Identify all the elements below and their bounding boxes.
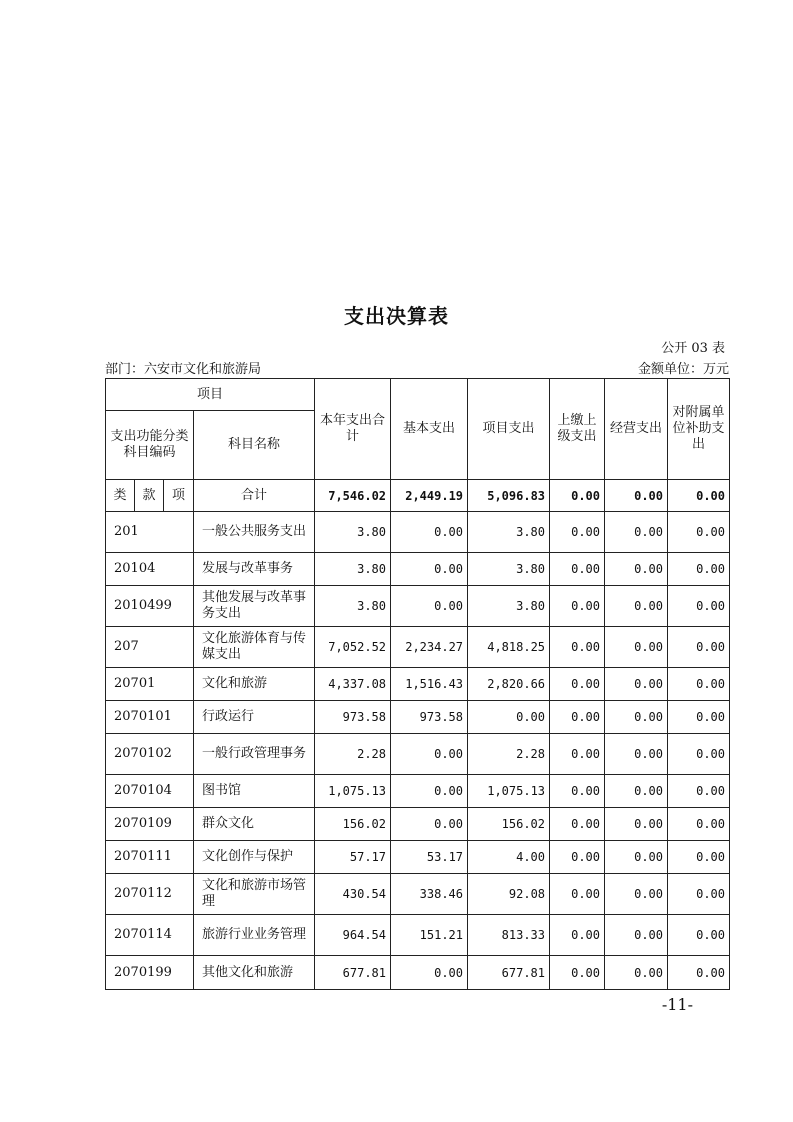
row-value: 0.00 (391, 553, 468, 586)
row-name: 一般公共服务支出 (194, 512, 315, 553)
table-row (106, 627, 730, 668)
row-value: 0.00 (550, 668, 605, 701)
row-code: 2070101 (106, 701, 194, 734)
row-value: 0.00 (391, 808, 468, 841)
row-value: 0.00 (668, 586, 730, 627)
row-code: 207 (106, 627, 194, 668)
row-code: 20701 (106, 668, 194, 701)
total-value: 0.00 (605, 480, 668, 512)
row-value: 3.80 (468, 586, 550, 627)
row-value: 0.00 (391, 586, 468, 627)
row-value: 3.80 (315, 512, 391, 553)
row-value: 0.00 (550, 775, 605, 808)
row-value: 0.00 (605, 734, 668, 775)
row-value: 0.00 (550, 627, 605, 668)
row-name: 一般行政管理事务 (194, 734, 315, 775)
row-value: 973.58 (315, 701, 391, 734)
total-row (106, 480, 730, 512)
row-value: 0.00 (550, 808, 605, 841)
row-value: 0.00 (668, 512, 730, 553)
row-value: 0.00 (605, 553, 668, 586)
row-value: 3.80 (468, 553, 550, 586)
header-basic: 基本支出 (391, 379, 468, 480)
row-value: 0.00 (605, 512, 668, 553)
total-value: 2,449.19 (391, 480, 468, 512)
row-value: 57.17 (315, 841, 391, 874)
row-name: 文化创作与保护 (194, 841, 315, 874)
row-value: 2,820.66 (468, 668, 550, 701)
table-row (106, 553, 730, 586)
row-value: 156.02 (315, 808, 391, 841)
row-name: 其他文化和旅游 (194, 956, 315, 990)
row-value: 4.00 (468, 841, 550, 874)
table-row (106, 956, 730, 990)
row-code: 2070102 (106, 734, 194, 775)
row-value: 53.17 (391, 841, 468, 874)
header-subject-name: 科目名称 (194, 411, 315, 480)
row-value: 3.80 (315, 553, 391, 586)
row-value: 156.02 (468, 808, 550, 841)
row-value: 2.28 (315, 734, 391, 775)
row-value: 2.28 (468, 734, 550, 775)
row-value: 0.00 (605, 874, 668, 915)
row-value: 0.00 (668, 553, 730, 586)
row-value: 0.00 (605, 701, 668, 734)
header-func-code: 支出功能分类科目编码 (106, 411, 194, 480)
row-code: 2070114 (106, 915, 194, 956)
table-row (106, 874, 730, 915)
row-value: 3.80 (315, 586, 391, 627)
row-value: 0.00 (391, 956, 468, 990)
row-value: 1,075.13 (468, 775, 550, 808)
row-value: 0.00 (550, 512, 605, 553)
row-name: 旅游行业业务管理 (194, 915, 315, 956)
row-code: 2070109 (106, 808, 194, 841)
total-label: 合计 (194, 480, 315, 512)
header-upper: 上缴上级支出 (550, 379, 605, 480)
row-value: 0.00 (605, 841, 668, 874)
header-business: 经营支出 (605, 379, 668, 480)
row-name: 发展与改革事务 (194, 553, 315, 586)
row-value: 0.00 (550, 586, 605, 627)
row-name: 文化和旅游市场管理 (194, 874, 315, 915)
row-value: 2,234.27 (391, 627, 468, 668)
total-value: 0.00 (550, 480, 605, 512)
row-name: 其他发展与改革事务支出 (194, 586, 315, 627)
row-value: 0.00 (668, 915, 730, 956)
unit-label: 金额单位：万元 (637, 362, 729, 377)
expenditure-table (105, 378, 730, 990)
table-row (106, 808, 730, 841)
row-value: 0.00 (605, 956, 668, 990)
total-value: 0.00 (668, 480, 730, 512)
row-value: 0.00 (550, 701, 605, 734)
row-value: 151.21 (391, 915, 468, 956)
table-row (106, 701, 730, 734)
row-name: 图书馆 (194, 775, 315, 808)
table-meta (105, 358, 729, 377)
row-name: 行政运行 (194, 701, 315, 734)
total-value: 7,546.02 (315, 480, 391, 512)
table-row (106, 775, 730, 808)
row-value: 0.00 (668, 956, 730, 990)
header-kuan: 款 (135, 480, 164, 512)
row-value: 973.58 (391, 701, 468, 734)
row-value: 0.00 (550, 841, 605, 874)
row-value: 813.33 (468, 915, 550, 956)
table-row (106, 512, 730, 553)
row-value: 0.00 (668, 701, 730, 734)
row-code: 201 (106, 512, 194, 553)
page-title: 支出决算表 (344, 304, 449, 328)
row-value: 0.00 (550, 874, 605, 915)
row-value: 1,516.43 (391, 668, 468, 701)
total-value: 5,096.83 (468, 480, 550, 512)
page-number: -11- (661, 995, 693, 1014)
row-value: 0.00 (668, 627, 730, 668)
row-value: 3.80 (468, 512, 550, 553)
row-value: 0.00 (391, 512, 468, 553)
form-number: 公开 03 表 (661, 341, 725, 356)
table-row (106, 586, 730, 627)
row-value: 0.00 (605, 775, 668, 808)
header-xiang: 项 (164, 480, 194, 512)
row-value: 338.46 (391, 874, 468, 915)
row-code: 2070111 (106, 841, 194, 874)
row-value: 0.00 (605, 668, 668, 701)
row-code: 2070112 (106, 874, 194, 915)
table-row (106, 668, 730, 701)
row-value: 0.00 (668, 775, 730, 808)
header-total: 本年支出合计 (315, 379, 391, 480)
row-value: 0.00 (391, 734, 468, 775)
row-value: 4,337.08 (315, 668, 391, 701)
row-name: 文化旅游体育与传媒支出 (194, 627, 315, 668)
row-code: 20104 (106, 553, 194, 586)
header-project: 项目 (106, 379, 315, 411)
row-value: 677.81 (468, 956, 550, 990)
header-project-expenditure: 项目支出 (468, 379, 550, 480)
row-value: 0.00 (550, 956, 605, 990)
row-name: 群众文化 (194, 808, 315, 841)
row-value: 0.00 (668, 841, 730, 874)
row-value: 0.00 (668, 668, 730, 701)
row-value: 0.00 (668, 874, 730, 915)
header-lei: 类 (106, 480, 135, 512)
header-subsidy: 对附属单位补助支出 (668, 379, 730, 480)
table-row (106, 915, 730, 956)
row-code: 2070104 (106, 775, 194, 808)
row-code: 2010499 (106, 586, 194, 627)
row-value: 0.00 (468, 701, 550, 734)
row-value: 430.54 (315, 874, 391, 915)
row-value: 4,818.25 (468, 627, 550, 668)
row-value: 0.00 (550, 734, 605, 775)
row-value: 0.00 (550, 553, 605, 586)
row-value: 1,075.13 (315, 775, 391, 808)
row-value: 0.00 (668, 734, 730, 775)
row-value: 0.00 (550, 915, 605, 956)
row-value: 677.81 (315, 956, 391, 990)
row-value: 0.00 (605, 808, 668, 841)
department-label: 部门：六安市文化和旅游局 (105, 362, 262, 377)
row-value: 7,052.52 (315, 627, 391, 668)
row-value: 0.00 (605, 915, 668, 956)
row-value: 0.00 (605, 627, 668, 668)
table-row (106, 841, 730, 874)
row-value: 0.00 (668, 808, 730, 841)
table-row (106, 734, 730, 775)
row-value: 0.00 (605, 586, 668, 627)
row-code: 2070199 (106, 956, 194, 990)
row-name: 文化和旅游 (194, 668, 315, 701)
row-value: 92.08 (468, 874, 550, 915)
row-value: 964.54 (315, 915, 391, 956)
row-value: 0.00 (391, 775, 468, 808)
